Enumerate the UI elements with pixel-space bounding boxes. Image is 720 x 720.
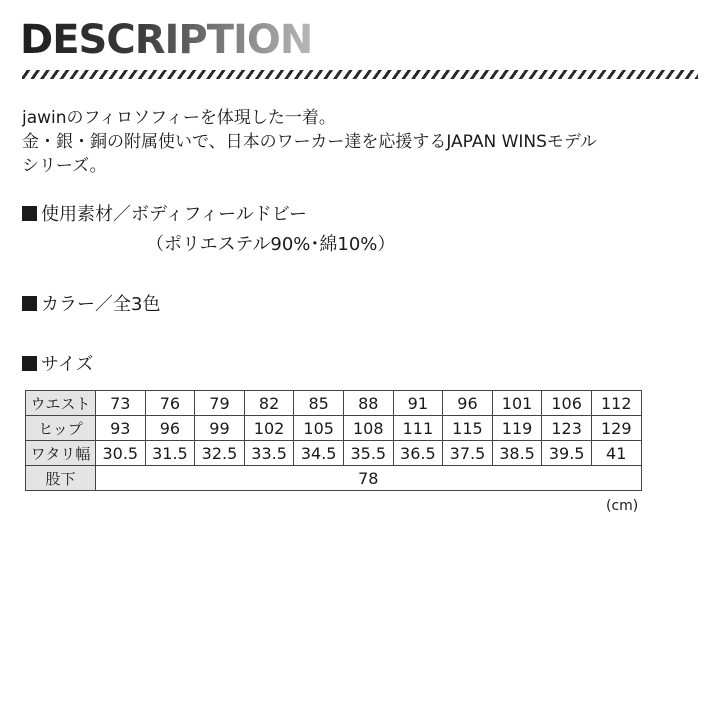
table-cell: 79 bbox=[195, 391, 245, 416]
table-cell: 33.5 bbox=[244, 441, 294, 466]
row-header: ヒップ bbox=[26, 416, 96, 441]
table-cell: 129 bbox=[591, 416, 641, 441]
size-table bbox=[25, 390, 642, 491]
table-cell: 35.5 bbox=[343, 441, 393, 466]
table-row bbox=[26, 466, 642, 491]
color-spec bbox=[22, 292, 160, 318]
table-cell: 41 bbox=[591, 441, 641, 466]
table-cell: 115 bbox=[443, 416, 493, 441]
table-cell: 106 bbox=[542, 391, 592, 416]
table-cell: 101 bbox=[492, 391, 542, 416]
bullet-square-icon bbox=[22, 296, 37, 311]
color-label: カラー／全3色 bbox=[41, 294, 161, 315]
intro-line: 金・銀・銅の附属使いで、日本のワーカー達を応援するJAPAN WINSモデル bbox=[22, 132, 598, 152]
size-label: サイズ bbox=[41, 354, 94, 375]
table-cell: 105 bbox=[294, 416, 344, 441]
material-detail: （ポリエステル90%･綿10%） bbox=[146, 234, 396, 255]
size-spec bbox=[22, 352, 94, 378]
row-header: ワタリ幅 bbox=[26, 441, 96, 466]
intro-text bbox=[22, 106, 597, 178]
description-heading: DESCRIPTION bbox=[20, 17, 313, 63]
material-spec bbox=[22, 202, 307, 228]
intro-line: シリーズ。 bbox=[22, 156, 107, 176]
table-cell: 108 bbox=[343, 416, 393, 441]
table-cell: 39.5 bbox=[542, 441, 592, 466]
table-cell: 123 bbox=[542, 416, 592, 441]
table-cell: 76 bbox=[145, 391, 195, 416]
table-cell: 34.5 bbox=[294, 441, 344, 466]
stripe-divider bbox=[22, 70, 698, 79]
table-cell: 73 bbox=[96, 391, 146, 416]
table-cell: 91 bbox=[393, 391, 443, 416]
row-header: ウエスト bbox=[26, 391, 96, 416]
table-cell: 111 bbox=[393, 416, 443, 441]
table-cell: 112 bbox=[591, 391, 641, 416]
table-cell: 96 bbox=[443, 391, 493, 416]
table-cell: 38.5 bbox=[492, 441, 542, 466]
table-cell: 36.5 bbox=[393, 441, 443, 466]
table-cell: 82 bbox=[244, 391, 294, 416]
table-row bbox=[26, 391, 642, 416]
row-header: 股下 bbox=[26, 466, 96, 491]
inseam-cell: 78 bbox=[96, 466, 642, 491]
table-cell: 85 bbox=[294, 391, 344, 416]
table-cell: 102 bbox=[244, 416, 294, 441]
table-cell: 96 bbox=[145, 416, 195, 441]
table-cell: 119 bbox=[492, 416, 542, 441]
table-cell: 99 bbox=[195, 416, 245, 441]
bullet-square-icon bbox=[22, 356, 37, 371]
table-row bbox=[26, 441, 642, 466]
table-cell: 31.5 bbox=[145, 441, 195, 466]
table-cell: 30.5 bbox=[96, 441, 146, 466]
intro-line: jawinのフィロソフィーを体現した一着。 bbox=[22, 108, 336, 128]
table-cell: 88 bbox=[343, 391, 393, 416]
unit-label: (cm) bbox=[606, 498, 639, 514]
material-label: 使用素材／ボディフィールドビー bbox=[41, 204, 308, 225]
table-row bbox=[26, 416, 642, 441]
table-cell: 93 bbox=[96, 416, 146, 441]
bullet-square-icon bbox=[22, 206, 37, 221]
table-cell: 32.5 bbox=[195, 441, 245, 466]
table-cell: 37.5 bbox=[443, 441, 493, 466]
